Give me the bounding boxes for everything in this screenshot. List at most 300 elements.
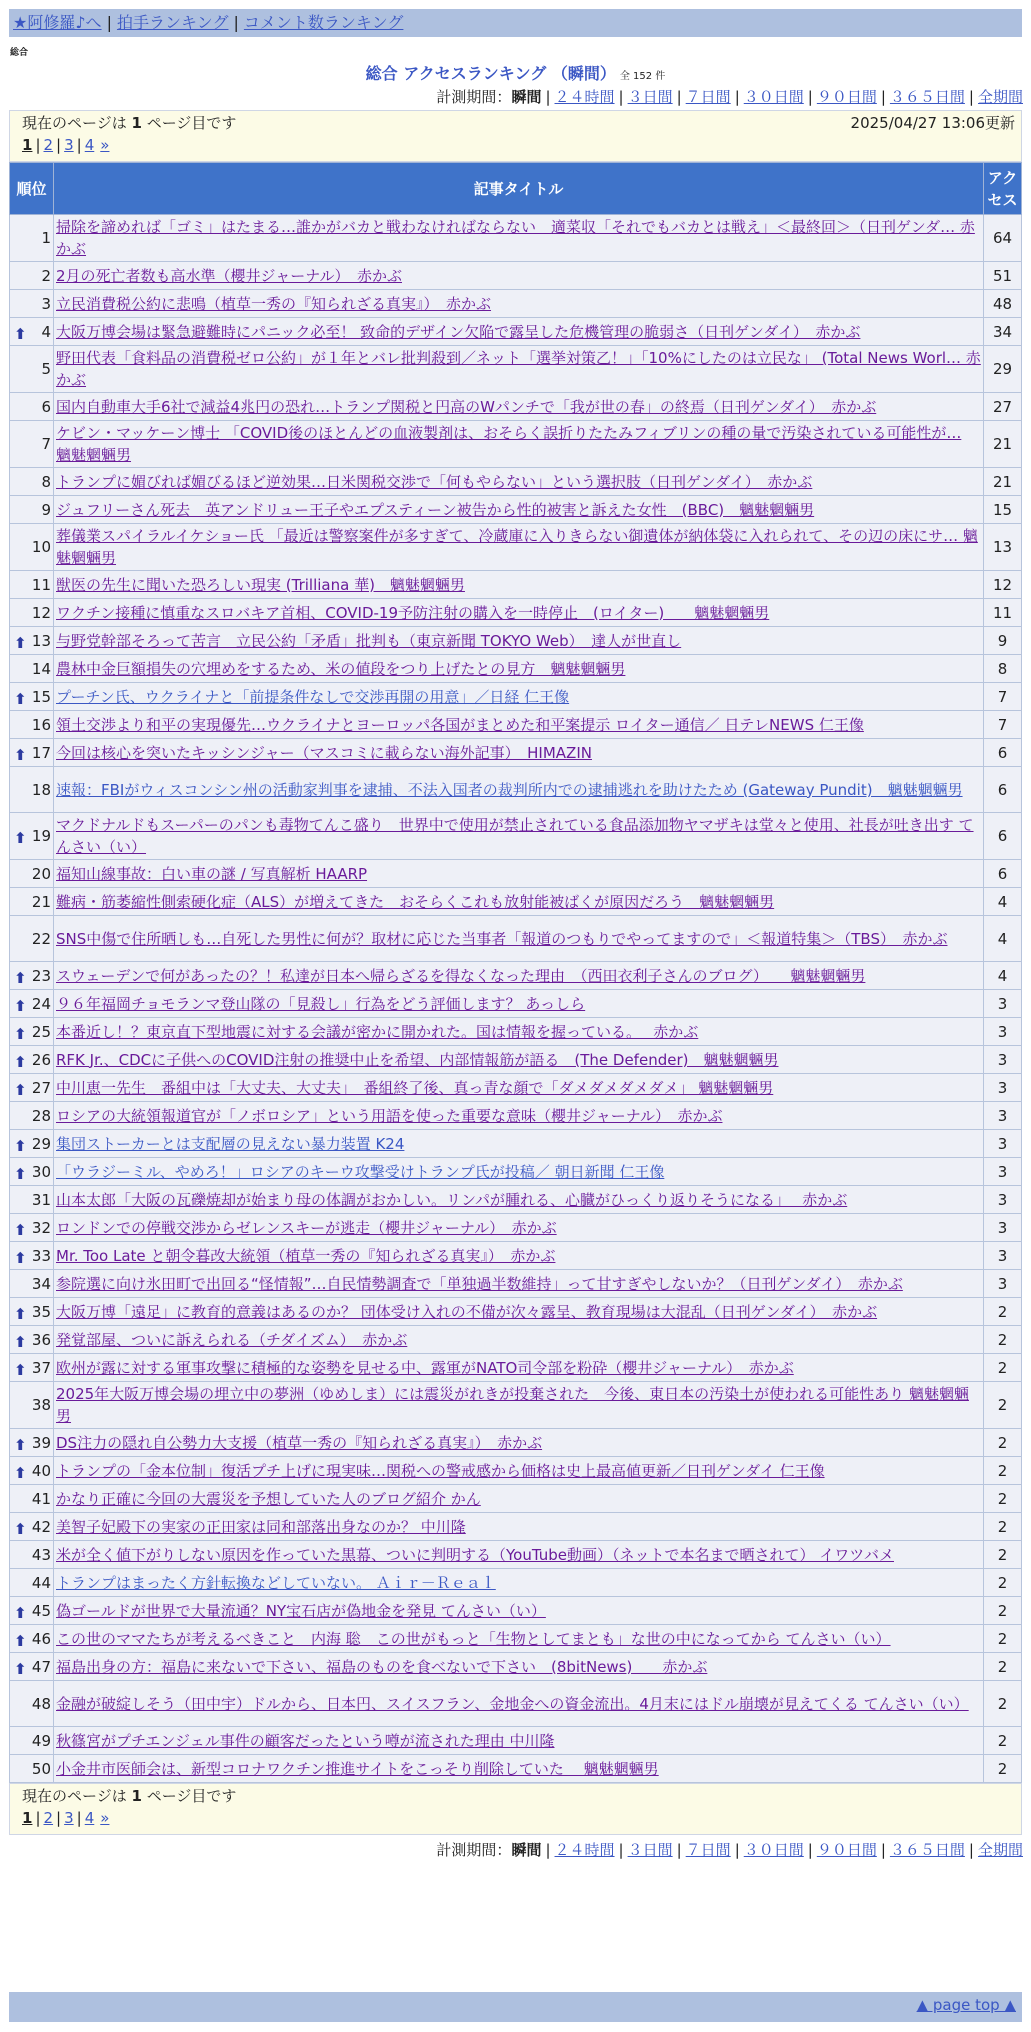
article-title-link[interactable]: DS注力の隠れ自公勢力大支援（植草一秀の『知られざる真実』） 赤かぶ: [56, 1433, 543, 1452]
ranking-title: 総合 アクセスランキング （瞬間）: [365, 64, 616, 83]
period-current: 瞬間: [511, 1841, 542, 1859]
table-row: [10, 739, 1022, 767]
article-title-link[interactable]: Mr. Too Late と朝令暮改大統領（植草一秀の『知られざる真実』） 赤かぶ: [56, 1246, 556, 1265]
period-separator: |: [618, 1841, 624, 1859]
article-title-link[interactable]: スウェーデンで何があったの？！私達が日本へ帰らざるを得なくなった理由 （西田衣利子さんのブログ） 魑魅魍魎男: [56, 966, 866, 985]
article-title-link[interactable]: この世のママたちが考えるべきこと 内海 聡 この世がもっと「生物としてまとも」な世の中になってから てんさい（い）: [56, 1629, 891, 1648]
article-title-link[interactable]: 掃除を諦めれば「ゴミ」はたまる…誰かがバカと戦わなければならない 適菜収「それでもバカとは戦え」＜最終回＞（日刊ゲンダ… 赤かぶ: [56, 218, 975, 258]
article-title-link[interactable]: トランプはまったく方針転換などしていない。 Ａｉｒ－Ｒｅａｌ: [56, 1573, 496, 1592]
article-title-link[interactable]: マクドナルドもスーパーのパンも毒物てんこ盛り 世界中で使用が禁止されている食品添加物ヤマザキは堂々と使用、社長が吐き出す てんさい（い）: [56, 816, 974, 856]
rank-cell: [10, 393, 54, 421]
rank-cell: [10, 711, 54, 739]
rank-cell: [10, 1046, 54, 1074]
title-cell: [54, 962, 984, 990]
period-separator: |: [545, 88, 551, 106]
period-link[interactable]: ３６５日間: [889, 88, 965, 106]
rank-cell: [10, 916, 54, 962]
pager-page-link[interactable]: 4: [84, 1809, 95, 1827]
table-row: [10, 1485, 1022, 1513]
rank-cell: [10, 1681, 54, 1727]
pager-next-link[interactable]: »: [100, 1809, 110, 1827]
rank-cell: [10, 1074, 54, 1102]
rank-cell: [10, 1130, 54, 1158]
title-cell: [54, 1326, 984, 1354]
period-separator: |: [807, 1841, 813, 1859]
period-link[interactable]: 全期間: [977, 1841, 1023, 1859]
rank-cell: [10, 290, 54, 318]
access-count: 2: [984, 1541, 1022, 1569]
article-title-link[interactable]: SNS中傷で住所晒しも…自死した男性に何が？取材に応じた当事者「報道のつもりでやってますので」＜報道特集＞（TBS） 赤かぶ: [56, 929, 948, 948]
article-title-link[interactable]: 「ウラジーミル、やめろ！」ロシアのキーウ攻撃受けトランプ氏が投稿／ 朝日新聞 仁王像: [56, 1162, 665, 1181]
pager-next-link[interactable]: »: [100, 136, 110, 154]
clap-ranking-link[interactable]: 拍手ランキング: [116, 13, 229, 32]
access-count: 3: [984, 990, 1022, 1018]
rank-number: 49: [31, 1731, 51, 1750]
table-row: [10, 1270, 1022, 1298]
article-title-link[interactable]: 農林中金巨額損失の穴埋めをするため、米の値段をつり上げたとの見方 魑魅魍魎男: [56, 659, 626, 678]
article-title-link[interactable]: 小金井市医師会は、新型コロナワクチン推進サイトをこっそり削除していた 魑魅魍魎男: [56, 1759, 659, 1778]
access-count: 6: [984, 767, 1022, 813]
title-cell: [54, 1727, 984, 1755]
article-title-link[interactable]: 与野党幹部そろって苦言 立民公約「矛盾」批判も（東京新聞 TOKYO Web） 達人が世直し: [56, 631, 682, 650]
title-cell: [54, 711, 984, 739]
table-row: [10, 655, 1022, 683]
table-row: [10, 1130, 1022, 1158]
table-row: [10, 1681, 1022, 1727]
article-title-link[interactable]: 本番近し！？東京直下型地震に対する会議が密かに開かれた。国は情報を握っている。 赤かぶ: [56, 1022, 699, 1041]
top-nav-bar: [9, 9, 1022, 37]
rank-up-arrow-icon: ⬆: [14, 996, 27, 1015]
title-cell: [54, 1382, 984, 1429]
period-link[interactable]: ３日間: [627, 1841, 673, 1859]
title-cell: [54, 1755, 984, 1783]
table-row: [10, 1186, 1022, 1214]
table-row: [10, 1102, 1022, 1130]
rank-number: 23: [31, 966, 51, 985]
period-selector-top: [436, 86, 1023, 107]
access-count: 2: [984, 1382, 1022, 1429]
rank-number: 6: [41, 397, 51, 416]
period-separator: |: [880, 1841, 886, 1859]
rank-number: 13: [31, 631, 51, 650]
rank-number: 4: [41, 322, 51, 341]
access-count: 11: [984, 599, 1022, 627]
period-link[interactable]: ７日間: [685, 88, 731, 106]
period-label: 計測期間：: [436, 1841, 512, 1859]
table-row: [10, 215, 1022, 262]
title-cell: [54, 1270, 984, 1298]
rank-cell: [10, 1298, 54, 1326]
rank-number: 47: [31, 1657, 51, 1676]
access-count: 27: [984, 393, 1022, 421]
access-count: 6: [984, 813, 1022, 860]
rank-up-arrow-icon: ⬆: [14, 829, 27, 847]
table-row: [10, 290, 1022, 318]
rank-cell: [10, 318, 54, 346]
pager-separator: |: [56, 136, 62, 154]
article-title-link[interactable]: 福島出身の方：福島に来ないで下さい、福島のものを食べないで下さい (8bitNews) 赤かぶ: [56, 1657, 708, 1676]
table-row: [10, 1727, 1022, 1755]
rank-up-arrow-icon: ⬆: [14, 1332, 27, 1351]
pager-page-link[interactable]: 2: [43, 136, 54, 154]
article-title-link[interactable]: 野田代表「食料品の消費税ゼロ公約」が１年とバレ批判殺到／ネット「選挙対策乙！」「10%にしたのは立民な」 (Total News Worl… 赤かぶ: [56, 349, 981, 389]
rank-number: 16: [31, 715, 51, 734]
article-title-link[interactable]: 獣医の先生に聞いた恐ろしい現実 (Trilliana 華) 魑魅魍魎男: [56, 575, 465, 594]
access-count: 15: [984, 496, 1022, 524]
rank-cell: [10, 1569, 54, 1597]
rank-number: 45: [31, 1601, 51, 1620]
pager-page-link[interactable]: 4: [84, 136, 95, 154]
rank-cell: [10, 262, 54, 290]
nav-separator: |: [233, 13, 239, 32]
ranking-table-body: [10, 215, 1022, 1783]
period-link[interactable]: ９０日間: [816, 88, 877, 106]
table-row: [10, 393, 1022, 421]
rank-cell: [10, 962, 54, 990]
rank-number: 34: [31, 1274, 51, 1293]
article-title-link[interactable]: 偽ゴールドが世界で大量流通？NY宝石店が偽地金を発見 てんさい（い）: [56, 1601, 546, 1620]
table-row: [10, 627, 1022, 655]
article-title-link[interactable]: 欧州が露に対する軍事攻撃に積極的な姿勢を見せる中、露軍がNATO司令部を粉砕（櫻井ジャーナル） 赤かぶ: [56, 1358, 794, 1377]
table-row: [10, 1597, 1022, 1625]
article-title-link[interactable]: プーチン氏、ウクライナと「前提条件なしで交渉再開の用意」／日経 仁王像: [56, 687, 570, 706]
table-row: [10, 1242, 1022, 1270]
rank-number: 35: [31, 1302, 51, 1321]
title-cell: [54, 496, 984, 524]
rank-cell: [10, 627, 54, 655]
rank-up-arrow-icon: ⬆: [14, 1435, 27, 1454]
access-count: 3: [984, 1102, 1022, 1130]
access-count: 2: [984, 1727, 1022, 1755]
table-row: [10, 813, 1022, 860]
rank-number: 10: [31, 538, 51, 556]
article-title-link[interactable]: ロシアの大統領報道官が「ノボロシア」という用語を使った重要な意味（櫻井ジャーナル） 赤かぶ: [56, 1106, 723, 1125]
period-separator: |: [880, 88, 886, 106]
rank-cell: [10, 1727, 54, 1755]
col-access-header: アクセス: [984, 163, 1022, 215]
article-title-link[interactable]: ジュフリーさん死去 英アンドリュー王子やエプスティーン被告から性的被害と訴えた女性 (BBC) 魑魅魍魎男: [56, 500, 815, 519]
period-link[interactable]: 全期間: [977, 88, 1023, 106]
title-cell: [54, 627, 984, 655]
table-row: [10, 1653, 1022, 1681]
title-cell: [54, 318, 984, 346]
rank-number: 22: [31, 929, 51, 948]
comment-ranking-link[interactable]: コメント数ランキング: [243, 13, 404, 32]
table-row: [10, 888, 1022, 916]
col-rank-header: 順位: [10, 163, 54, 215]
period-separator: |: [545, 1841, 551, 1859]
access-count: 2: [984, 1298, 1022, 1326]
article-title-link[interactable]: 2月の死亡者数も高水準（櫻井ジャーナル） 赤かぶ: [56, 266, 402, 285]
access-count: 12: [984, 571, 1022, 599]
rank-cell: [10, 1186, 54, 1214]
title-cell: [54, 813, 984, 860]
rank-number: 43: [31, 1545, 51, 1564]
rank-number: 24: [31, 994, 51, 1013]
title-cell: [54, 599, 984, 627]
title-cell: [54, 1513, 984, 1541]
article-title-link[interactable]: トランプの「金本位制」復活プチ上げに現実味…関税への警戒感から価格は史上最高値更新／日刊ゲンダイ 仁王像: [56, 1461, 825, 1480]
rank-cell: [10, 1625, 54, 1653]
rank-number: 1: [41, 229, 51, 247]
table-row: [10, 962, 1022, 990]
rank-cell: [10, 421, 54, 468]
rank-cell: [10, 1102, 54, 1130]
article-title-link[interactable]: ロンドンでの停戦交渉からゼレンスキーが逃走（櫻井ジャーナル） 赤かぶ: [56, 1218, 557, 1237]
table-row: [10, 1354, 1022, 1382]
title-cell: [54, 393, 984, 421]
table-row: [10, 318, 1022, 346]
article-title-link[interactable]: 国内自動車大手6社で減益4兆円の恐れ…トランプ関税と円高のWパンチで「我が世の春」の終焉（日刊ゲンダイ） 赤かぶ: [56, 397, 877, 416]
period-separator: |: [676, 1841, 682, 1859]
section-label: 総合: [10, 48, 29, 58]
pager-separator: |: [35, 136, 41, 154]
period-separator: |: [676, 88, 682, 106]
pager-bottom: [22, 1807, 1009, 1829]
access-count: 3: [984, 1270, 1022, 1298]
period-current: 瞬間: [511, 88, 542, 106]
bottom-bar: [9, 1992, 1022, 2022]
pager-page-link[interactable]: 3: [64, 136, 74, 154]
title-cell: [54, 1681, 984, 1727]
article-title-link[interactable]: 福知山線事故：白い車の謎 / 写真解析 HAARP: [56, 864, 368, 883]
rank-number: 15: [31, 687, 51, 706]
period-link[interactable]: ３０日間: [743, 1841, 804, 1859]
rank-cell: [10, 468, 54, 496]
rank-number: 27: [31, 1078, 51, 1097]
article-title-link[interactable]: 山本太郎「大阪の瓦礫焼却が始まり母の体調がおかしい。リンパが腫れる、心臓がひっくり返りそうになる」 赤かぶ: [56, 1190, 848, 1209]
rank-up-arrow-icon: ⬆: [14, 1519, 27, 1538]
rank-number: 19: [31, 827, 51, 845]
title-cell: [54, 1214, 984, 1242]
table-row: [10, 1382, 1022, 1429]
article-title-link[interactable]: 葬儀業スパイラルイケショー氏 「最近は警察案件が多すぎて、冷蔵庫に入りきらない御遺体が納体袋に入れられて、その辺の床にサ… 魑魅魍魎男: [56, 527, 978, 567]
table-row: [10, 1625, 1022, 1653]
title-cell: [54, 1186, 984, 1214]
access-count: 7: [984, 683, 1022, 711]
access-count: 3: [984, 1186, 1022, 1214]
rank-number: 26: [31, 1050, 51, 1069]
article-title-link[interactable]: 速報：FBIがウィスコンシン州の活動家判事を逮捕、不法入国者の裁判所内での逮捕逃れを助けたため (Gateway Pundit) 魑魅魍魎男: [56, 780, 963, 799]
col-title-header: 記事タイトル: [54, 163, 984, 215]
table-row: [10, 1513, 1022, 1541]
period-separator: |: [734, 1841, 740, 1859]
period-link[interactable]: ２４時間: [554, 88, 615, 106]
article-title-link[interactable]: ９６年福岡チョモランマ登山隊の「見殺し」行為をどう評価します？ あっしら: [56, 994, 586, 1013]
period-separator: |: [968, 88, 974, 106]
title-cell: [54, 1569, 984, 1597]
period-label: 計測期間：: [436, 88, 512, 106]
access-count: 2: [984, 1755, 1022, 1783]
article-title-link[interactable]: かなり正確に今回の大震災を予想していた人のブログ紹介 かん: [56, 1489, 481, 1508]
rank-cell: [10, 599, 54, 627]
rank-cell: [10, 1326, 54, 1354]
rank-number: 30: [31, 1162, 51, 1181]
article-title-link[interactable]: 難病・筋萎縮性側索硬化症（ALS）が増えてきた おそらくこれも放射能被ばくが原因だろう 魑魅魍魎男: [56, 892, 775, 911]
rank-cell: [10, 888, 54, 916]
access-count: 6: [984, 860, 1022, 888]
period-link[interactable]: ３０日間: [743, 88, 804, 106]
current-page-text: 現在のページは 1 ページ目です: [22, 1787, 237, 1805]
access-count: 8: [984, 655, 1022, 683]
access-count: 2: [984, 1326, 1022, 1354]
access-count: 3: [984, 1074, 1022, 1102]
rank-cell: [10, 1513, 54, 1541]
rank-up-arrow-icon: ⬆: [14, 1080, 27, 1099]
table-row: [10, 1158, 1022, 1186]
rank-number: 20: [31, 864, 51, 883]
table-row: [10, 468, 1022, 496]
pager-page-link[interactable]: 3: [64, 1809, 74, 1827]
article-title-link[interactable]: 米が全く値下がりしない原因を作っていた黒幕、ついに判明する（YouTube動画）（ネットで本名まで晒されて） イワツバメ: [56, 1545, 894, 1564]
table-row: [10, 916, 1022, 962]
title-cell: [54, 767, 984, 813]
page-top-link[interactable]: ▲ page top ▲: [916, 1996, 1016, 2014]
rank-cell: [10, 1270, 54, 1298]
rank-number: 8: [41, 472, 51, 491]
ranking-table: [9, 162, 1022, 1783]
title-cell: [54, 860, 984, 888]
table-row: [10, 1326, 1022, 1354]
rank-number: 12: [31, 603, 51, 622]
rank-number: 14: [31, 659, 51, 678]
title-cell: [54, 1485, 984, 1513]
rank-cell: [10, 1354, 54, 1382]
article-title-link[interactable]: 中川恵一先生 番組中は「大丈夫、大丈夫」 番組終了後、真っ青な顔で「ダメダメダメダメ」 魑魅魍魎男: [56, 1078, 774, 1097]
page-info-top: [9, 110, 1022, 162]
title-cell: [54, 888, 984, 916]
table-row: [10, 346, 1022, 393]
home-link[interactable]: ★阿修羅♪へ: [13, 13, 102, 32]
article-title-link[interactable]: 秋篠宮がプチエンジェル事件の顧客だったという噂が流された理由 中川隆: [56, 1731, 555, 1750]
period-link[interactable]: ３日間: [627, 88, 673, 106]
rank-number: 36: [31, 1330, 51, 1349]
table-row: [10, 990, 1022, 1018]
article-title-link[interactable]: 参院選に向け氷田町で出回る“怪情報”…自民情勢調査で「単独過半数維持」って甘すぎやしないか？（日刊ゲンダイ） 赤かぶ: [56, 1274, 903, 1293]
rank-cell: [10, 767, 54, 813]
title-cell: [54, 739, 984, 767]
period-link[interactable]: ７日間: [685, 1841, 731, 1859]
article-title-link[interactable]: 2025年大阪万博会場の埋立中の夢洲（ゆめしま）には震災がれきが投棄された 今後、東日本の汚染土が使われる可能性あり 魑魅魍魎男: [56, 1385, 969, 1425]
rank-up-arrow-icon: ⬆: [14, 633, 27, 652]
pager-separator: |: [56, 1809, 62, 1827]
title-cell: [54, 571, 984, 599]
access-count: 21: [984, 468, 1022, 496]
rank-cell: [10, 215, 54, 262]
pager-current-page: 1: [22, 136, 33, 154]
table-row: [10, 1429, 1022, 1457]
pager-top: [22, 134, 1009, 156]
access-count: 2: [984, 1485, 1022, 1513]
period-link[interactable]: ３６５日間: [889, 1841, 965, 1859]
access-count: 2: [984, 1681, 1022, 1727]
access-count: 2: [984, 1653, 1022, 1681]
rank-number: 46: [31, 1629, 51, 1648]
page-title: [0, 61, 1031, 84]
current-page-text: 現在のページは 1 ページ目です: [22, 114, 237, 132]
article-title-link[interactable]: 金融が破綻しそう（田中宇）ドルから、日本円、スイスフラン、金地金への資金流出。4月末にはドル崩壊が見えてくる てんさい（い）: [56, 1694, 969, 1713]
rank-up-arrow-icon: ⬆: [14, 1220, 27, 1239]
rank-up-arrow-icon: ⬆: [14, 1136, 27, 1155]
rank-cell: [10, 1158, 54, 1186]
rank-number: 37: [31, 1358, 51, 1377]
rank-cell: [10, 524, 54, 571]
article-title-link[interactable]: 領土交渉より和平の実現優先…ウクライナとヨーロッパ各国がまとめた和平案提示 ロイター通信／ 日テレNEWS 仁王像: [56, 715, 864, 734]
article-title-link[interactable]: ワクチン接種に慎重なスロバキア首相、COVID-19予防注射の購入を一時停止 (ロイター) 魑魅魍魎男: [56, 603, 770, 622]
access-count: 2: [984, 1597, 1022, 1625]
title-cell: [54, 290, 984, 318]
period-separator: |: [968, 1841, 974, 1859]
rank-number: 48: [31, 1694, 51, 1713]
total-count: 全 152 件: [619, 71, 666, 82]
table-row: [10, 1046, 1022, 1074]
rank-up-arrow-icon: ⬆: [14, 1024, 27, 1043]
title-cell: [54, 655, 984, 683]
period-link[interactable]: ９０日間: [816, 1841, 877, 1859]
access-count: 2: [984, 1513, 1022, 1541]
rank-cell: [10, 346, 54, 393]
access-count: 64: [984, 215, 1022, 262]
rank-cell: [10, 1653, 54, 1681]
article-title-link[interactable]: 大阪万博会場は緊急避難時にパニック必至！ 致命的デザイン欠陥で露呈した危機管理の脆弱さ（日刊ゲンダイ） 赤かぶ: [56, 322, 861, 341]
title-cell: [54, 262, 984, 290]
rank-up-arrow-icon: ⬆: [14, 1631, 27, 1650]
access-count: 2: [984, 1354, 1022, 1382]
article-title-link[interactable]: 発覚部屋、ついに訴えられる（チダイズム） 赤かぶ: [56, 1330, 408, 1349]
article-title-link[interactable]: ケビン・マッケーン博士 「COVID後のほとんどの血液製剤は、おそらく誤折りたたみフィブリンの種の量で汚染されている可能性が… 魑魅魍魎男: [56, 424, 962, 464]
access-count: 4: [984, 888, 1022, 916]
period-selector-bottom: [436, 1839, 1023, 1860]
pager-page-link[interactable]: 2: [43, 1809, 54, 1827]
rank-cell: [10, 1242, 54, 1270]
rank-cell: [10, 1382, 54, 1429]
rank-number: 9: [41, 500, 51, 519]
rank-cell: [10, 1457, 54, 1485]
article-title-link[interactable]: 美智子妃殿下の実家の正田家は同和部落出身なのか？ 中川隆: [56, 1517, 466, 1536]
period-link[interactable]: ２４時間: [554, 1841, 615, 1859]
rank-cell: [10, 1485, 54, 1513]
rank-number: 2: [41, 266, 51, 285]
title-cell: [54, 916, 984, 962]
title-cell: [54, 1653, 984, 1681]
article-title-link[interactable]: トランプに媚びれば媚びるほど逆効果…日米関税交渉で「何もやらない」という選択肢（日刊ゲンダイ） 赤かぶ: [56, 472, 813, 491]
article-title-link[interactable]: 今回は核心を突いたキッシンジャー（マスコミに載らない海外記事） HIMAZIN: [56, 743, 592, 762]
article-title-link[interactable]: 立民消費税公約に悲鳴（植草一秀の『知られざる真実』） 赤かぶ: [56, 294, 492, 313]
rank-up-arrow-icon: ⬆: [14, 968, 27, 987]
table-row: [10, 524, 1022, 571]
article-title-link[interactable]: 大阪万博「遠足」に教育的意義はあるのか？ 団体受け入れの不備が次々露呈、教育現場は大混乱（日刊ゲンダイ） 赤かぶ: [56, 1302, 878, 1321]
access-count: 2: [984, 1429, 1022, 1457]
title-cell: [54, 1018, 984, 1046]
pager-separator: |: [35, 1809, 41, 1827]
article-title-link[interactable]: 集団ストーカーとは支配層の見えない暴力装置 K24: [56, 1134, 405, 1153]
article-title-link[interactable]: RFK Jr.、CDCに子供へのCOVID注射の推奨中止を希望、内部情報筋が語る (The Defender) 魑魅魍魎男: [56, 1050, 779, 1069]
rank-cell: [10, 571, 54, 599]
access-count: 34: [984, 318, 1022, 346]
updated-time: 2025/04/27 13:06更新: [850, 114, 1015, 132]
period-separator: |: [807, 88, 813, 106]
access-count: 4: [984, 916, 1022, 962]
rank-number: 50: [31, 1759, 51, 1778]
pager-current-page: 1: [22, 1809, 33, 1827]
table-row: [10, 1214, 1022, 1242]
rank-cell: [10, 860, 54, 888]
rank-cell: [10, 739, 54, 767]
title-cell: [54, 1429, 984, 1457]
rank-cell: [10, 1018, 54, 1046]
rank-up-arrow-icon: ⬆: [14, 689, 27, 708]
rank-cell: [10, 1597, 54, 1625]
